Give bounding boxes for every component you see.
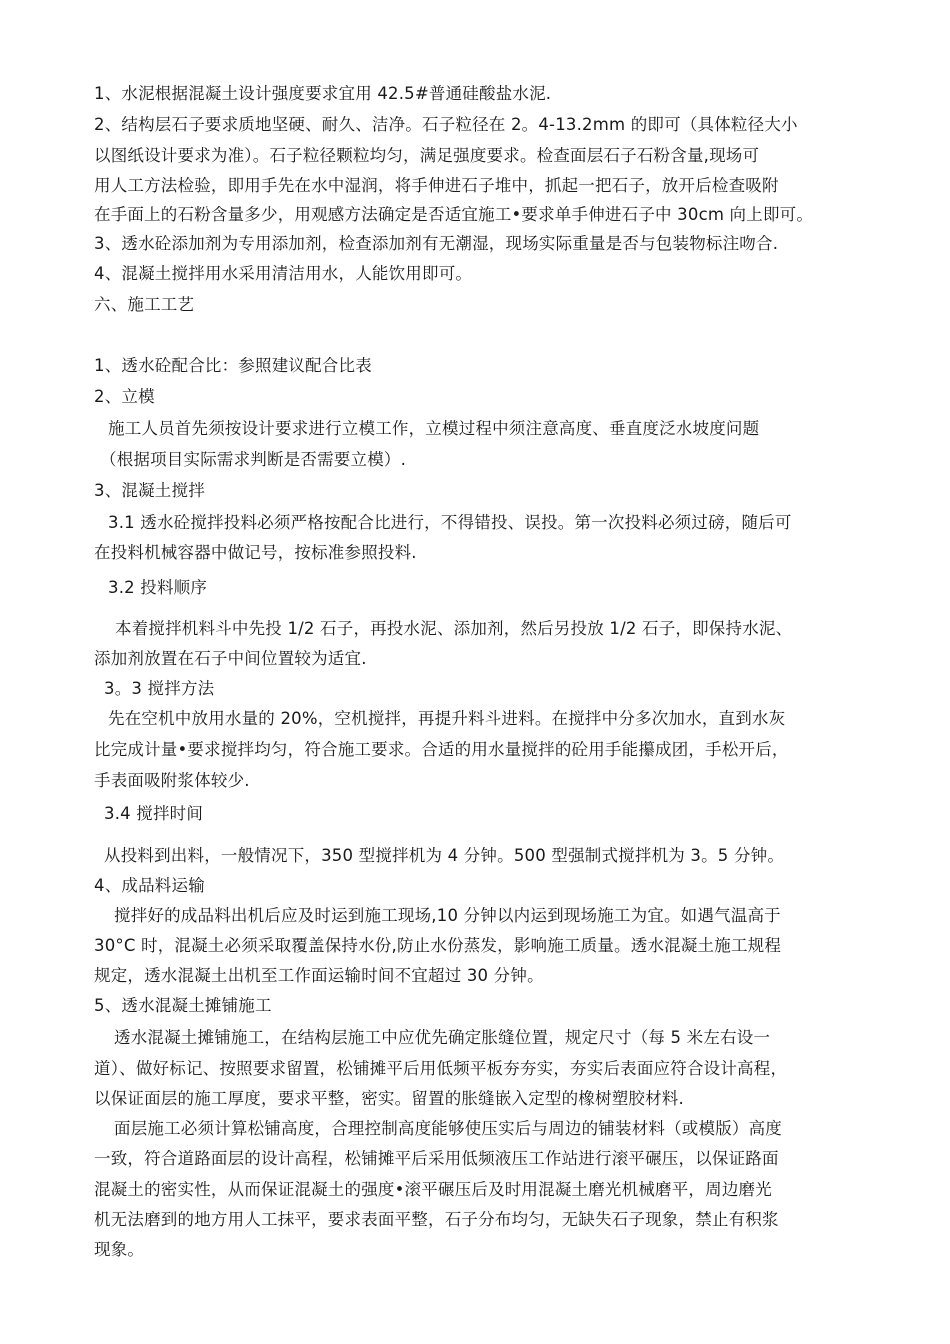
text-line: 手表面吸附浆体较少. <box>94 771 250 790</box>
text-line: 机无法磨到的地方用人工抹平，要求表面平整，石子分布均匀，无缺失石子现象，禁止有积浆 <box>94 1210 779 1229</box>
text-line: 30°C 时，混凝土必须采取覆盖保持水份,防止水份蒸发，影响施工质量。透水混凝土施工规程 <box>94 936 782 955</box>
subsection-heading: 5、透水混凝土摊铺施工 <box>94 996 272 1015</box>
text-line: 规定，透水混凝土出机至工作面运输时间不宜超过 30 分钟。 <box>94 966 544 985</box>
text-line: （根据项目实际需求判断是否需要立模）. <box>100 450 407 469</box>
subsection-heading: 4、成品料运输 <box>94 876 205 895</box>
text-line: 添加剂放置在石子中间位置较为适宜. <box>94 649 367 668</box>
text-line: 4、混凝土搅拌用水采用清洁用水，人能饮用即可。 <box>94 264 473 283</box>
text-line: 以保证面层的施工厚度，要求平整，密实。留置的胀缝嵌入定型的橡树塑胶材料. <box>94 1089 684 1108</box>
subsection-heading: 3.2 投料顺序 <box>108 578 208 597</box>
text-line: 混凝土的密实性，从而保证混凝土的强度•滚平碾压后及时用混凝土磨光机械磨平，周边磨光 <box>94 1180 772 1199</box>
text-line: 在手面上的石粉含量多少，用观感方法确定是否适宜施工•要求单手伸进石子中 30cm 向上即可。 <box>94 205 814 224</box>
text-line: 本着搅拌机料斗中先投 1/2 石子，再投水泥、添加剂，然后另投放 1/2 石子，即保持水泥、 <box>115 619 793 638</box>
text-line: 先在空机中放用水量的 20%，空机搅拌，再提升料斗进料。在搅拌中分多次加水，直到水灰 <box>108 709 786 728</box>
text-line: 从投料到出料，一般情况下，350 型搅拌机为 4 分钟。500 型强制式搅拌机为 3。5 分钟。 <box>104 846 785 865</box>
subsection-heading: 2、立模 <box>94 387 155 406</box>
text-line: 3、透水砼添加剂为专用添加剂，检查添加剂有无潮湿，现场实际重量是否与包装物标注吻合. <box>94 234 779 253</box>
section-heading: 六、施工工艺 <box>94 295 195 314</box>
text-line: 道）、做好标记、按照要求留置，松铺摊平后用低频平板夯夯实，夯实后表面应符合设计高程， <box>94 1059 788 1078</box>
text-line: 2、结构层石子要求质地坚硬、耐久、洁净。石子粒径在 2。4-13.2mm 的即可（具体粒径大小 <box>94 115 798 134</box>
text-line: 在投料机械容器中做记号，按标准参照投料. <box>94 543 417 562</box>
text-line: 用人工方法检验，即用手先在水中湿润，将手伸进石子堆中，抓起一把石子，放开后检查吸附 <box>94 176 779 195</box>
text-line: 透水混凝土摊铺施工，在结构层施工中应优先确定胀缝位置，规定尺寸（每 5 米左右设一 <box>114 1028 771 1047</box>
text-line: 以图纸设计要求为准）。石子粒径颗粒均匀，满足强度要求。检查面层石子石粉含量,现场可 <box>94 146 760 165</box>
text-line: 施工人员首先须按设计要求进行立模工作，立模过程中须注意高度、垂直度泛水坡度问题 <box>108 419 760 438</box>
text-line: 比完成计量•要求搅拌均匀，符合施工要求。合适的用水量搅拌的砼用手能攥成团，手松开后， <box>94 740 789 759</box>
subsection-heading: 3、混凝土搅拌 <box>94 481 205 500</box>
text-line: 3.1 透水砼搅拌投料必须严格按配合比进行，不得错投、误投。第一次投料必须过磅，随后可 <box>108 513 792 532</box>
text-line: 面层施工必须计算松铺高度，合理控制高度能够使压实后与周边的铺装材料（或模版）高度 <box>114 1119 782 1138</box>
subsection-heading: 3.4 搅拌时间 <box>104 804 204 823</box>
subsection-heading: 3。3 搅拌方法 <box>104 679 215 698</box>
text-line: 1、透水砼配合比：参照建议配合比表 <box>94 356 372 375</box>
text-line: 一致，符合道路面层的设计高程，松铺摊平后采用低频液压工作站进行滚平碾压，以保证路面 <box>94 1149 779 1168</box>
text-line: 现象。 <box>94 1240 145 1259</box>
text-line: 1、水泥根据混凝土设计强度要求宜用 42.5#普通硅酸盐水泥. <box>94 84 552 103</box>
text-line: 搅拌好的成品料出机后应及时运到施工现场,10 分钟以内运到现场施工为宜。如遇气温高于 <box>114 906 781 925</box>
